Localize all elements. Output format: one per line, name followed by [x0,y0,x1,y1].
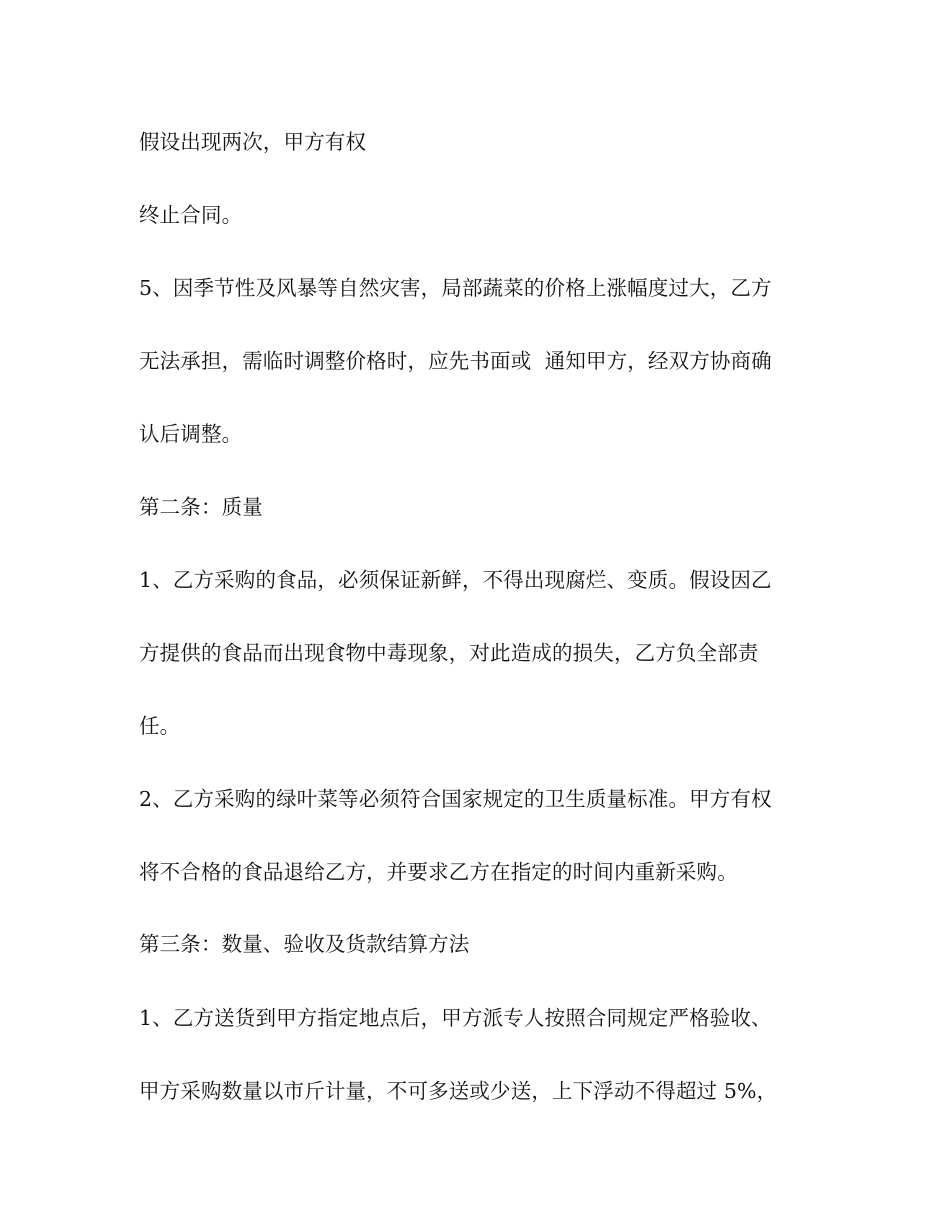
text-line-quality-item-1-end: 任。 [139,714,181,738]
text-line-quality-item-2-cont: 将不合格的食品退给乙方，并要求乙方在指定的时间内重新采购。 [139,860,738,884]
section-heading-quantity: 第三条：数量、验收及货款结算方法 [139,932,470,956]
text-line-item-5-cont: 无法承担，需临时调整价格时，应先书面或 通知甲方，经双方协商确 [139,349,772,373]
section-heading-quality: 第二条：质量 [139,495,263,519]
text-line-quality-item-1: 1、乙方采购的食品，必须保证新鲜，不得出现腐烂、变质。假设因乙 [139,568,772,592]
text-line-item-5-end: 认后调整。 [139,422,243,446]
text-line-quantity-item-1: 1、乙方送货到甲方指定地点后，甲方派专人按照合同规定严格验收、 [139,1006,772,1030]
text-line-quality-item-1-cont: 方提供的食品而出现食物中毒现象，对此造成的损失，乙方负全部责 [139,641,759,665]
text-line-clause-continued: 假设出现两次，甲方有权 [139,130,367,154]
text-line-terminate-contract: 终止合同。 [139,203,243,227]
text-line-quantity-item-1-cont: 甲方采购数量以市斤计量，不可多送或少送，上下浮动不得超过 5%， [139,1079,778,1103]
text-line-quality-item-2: 2、乙方采购的绿叶菜等必须符合国家规定的卫生质量标准。甲方有权 [139,787,772,811]
text-line-item-5: 5、因季节性及风暴等自然灾害，局部蔬菜的价格上涨幅度过大，乙方 [139,276,772,300]
